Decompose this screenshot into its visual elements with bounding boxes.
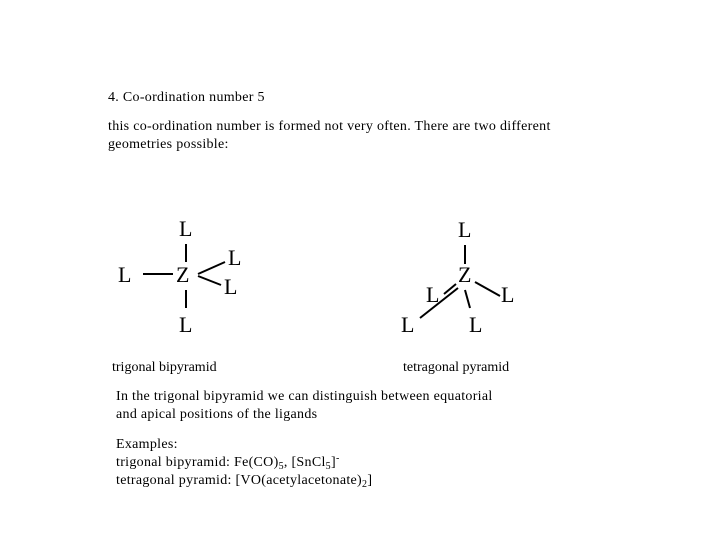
tbp-atom-l-left: L — [118, 262, 132, 287]
tbp-atom-l-bottom: L — [179, 312, 193, 337]
intro-line-1: this co-ordination number is formed not very often. There are two different — [108, 119, 551, 134]
paragraph-line-1: In the trigonal bipyramid we can distinguish between equatorial — [116, 389, 493, 404]
examples-title: Examples: — [116, 437, 178, 452]
tbp-formula-end: ] — [330, 455, 336, 470]
tbp-bond-right-upper — [198, 262, 225, 274]
paragraph-line-2: and apical positions of the ligands — [116, 407, 318, 422]
tbp-atom-l-right-upper: L — [228, 245, 242, 270]
section-heading: 4. Co-ordination number 5 — [108, 90, 265, 105]
tp-atom-l-bottom-right: L — [469, 312, 483, 337]
examples-block — [116, 436, 372, 490]
tp-caption: tetragonal pyramid — [403, 360, 510, 375]
tp-formula-end: ] — [367, 473, 373, 488]
tp-atom-z: Z — [458, 262, 472, 287]
tbp-atom-l-top: L — [179, 216, 193, 241]
intro-line-2: geometries possible: — [108, 137, 229, 152]
tp-atom-l-bottom-left: L — [401, 312, 415, 337]
tp-bond-left — [444, 284, 456, 294]
tp-formula-prefix: tetragonal pyramid: [VO(acetylacetonate) — [116, 473, 362, 488]
tbp-formula-prefix: trigonal bipyramid: Fe(CO) — [116, 455, 279, 470]
tp-atom-l-top: L — [458, 217, 472, 242]
tp-bond-right — [475, 282, 500, 296]
tbp-atom-l-right-lower: L — [224, 274, 238, 299]
tbp-formula-charge: - — [335, 453, 340, 464]
tbp-caption: trigonal bipyramid — [112, 360, 217, 375]
tbp-bond-right-lower — [198, 276, 221, 285]
tp-atom-l-left: L — [426, 282, 440, 307]
example-trigonal-bipyramid — [116, 454, 372, 472]
tbp-formula-subscript-2: 5 — [325, 461, 331, 472]
equatorial-apical-paragraph — [116, 388, 556, 424]
tp-formula-subscript: 2 — [362, 479, 368, 490]
tp-atom-l-right: L — [501, 282, 515, 307]
tbp-atom-z: Z — [176, 262, 190, 287]
tbp-formula-mid: , [SnCl — [283, 455, 326, 470]
tbp-formula-subscript-1: 5 — [278, 461, 284, 472]
tp-bond-bottom-right — [465, 290, 470, 308]
example-tetragonal-pyramid — [116, 472, 372, 490]
